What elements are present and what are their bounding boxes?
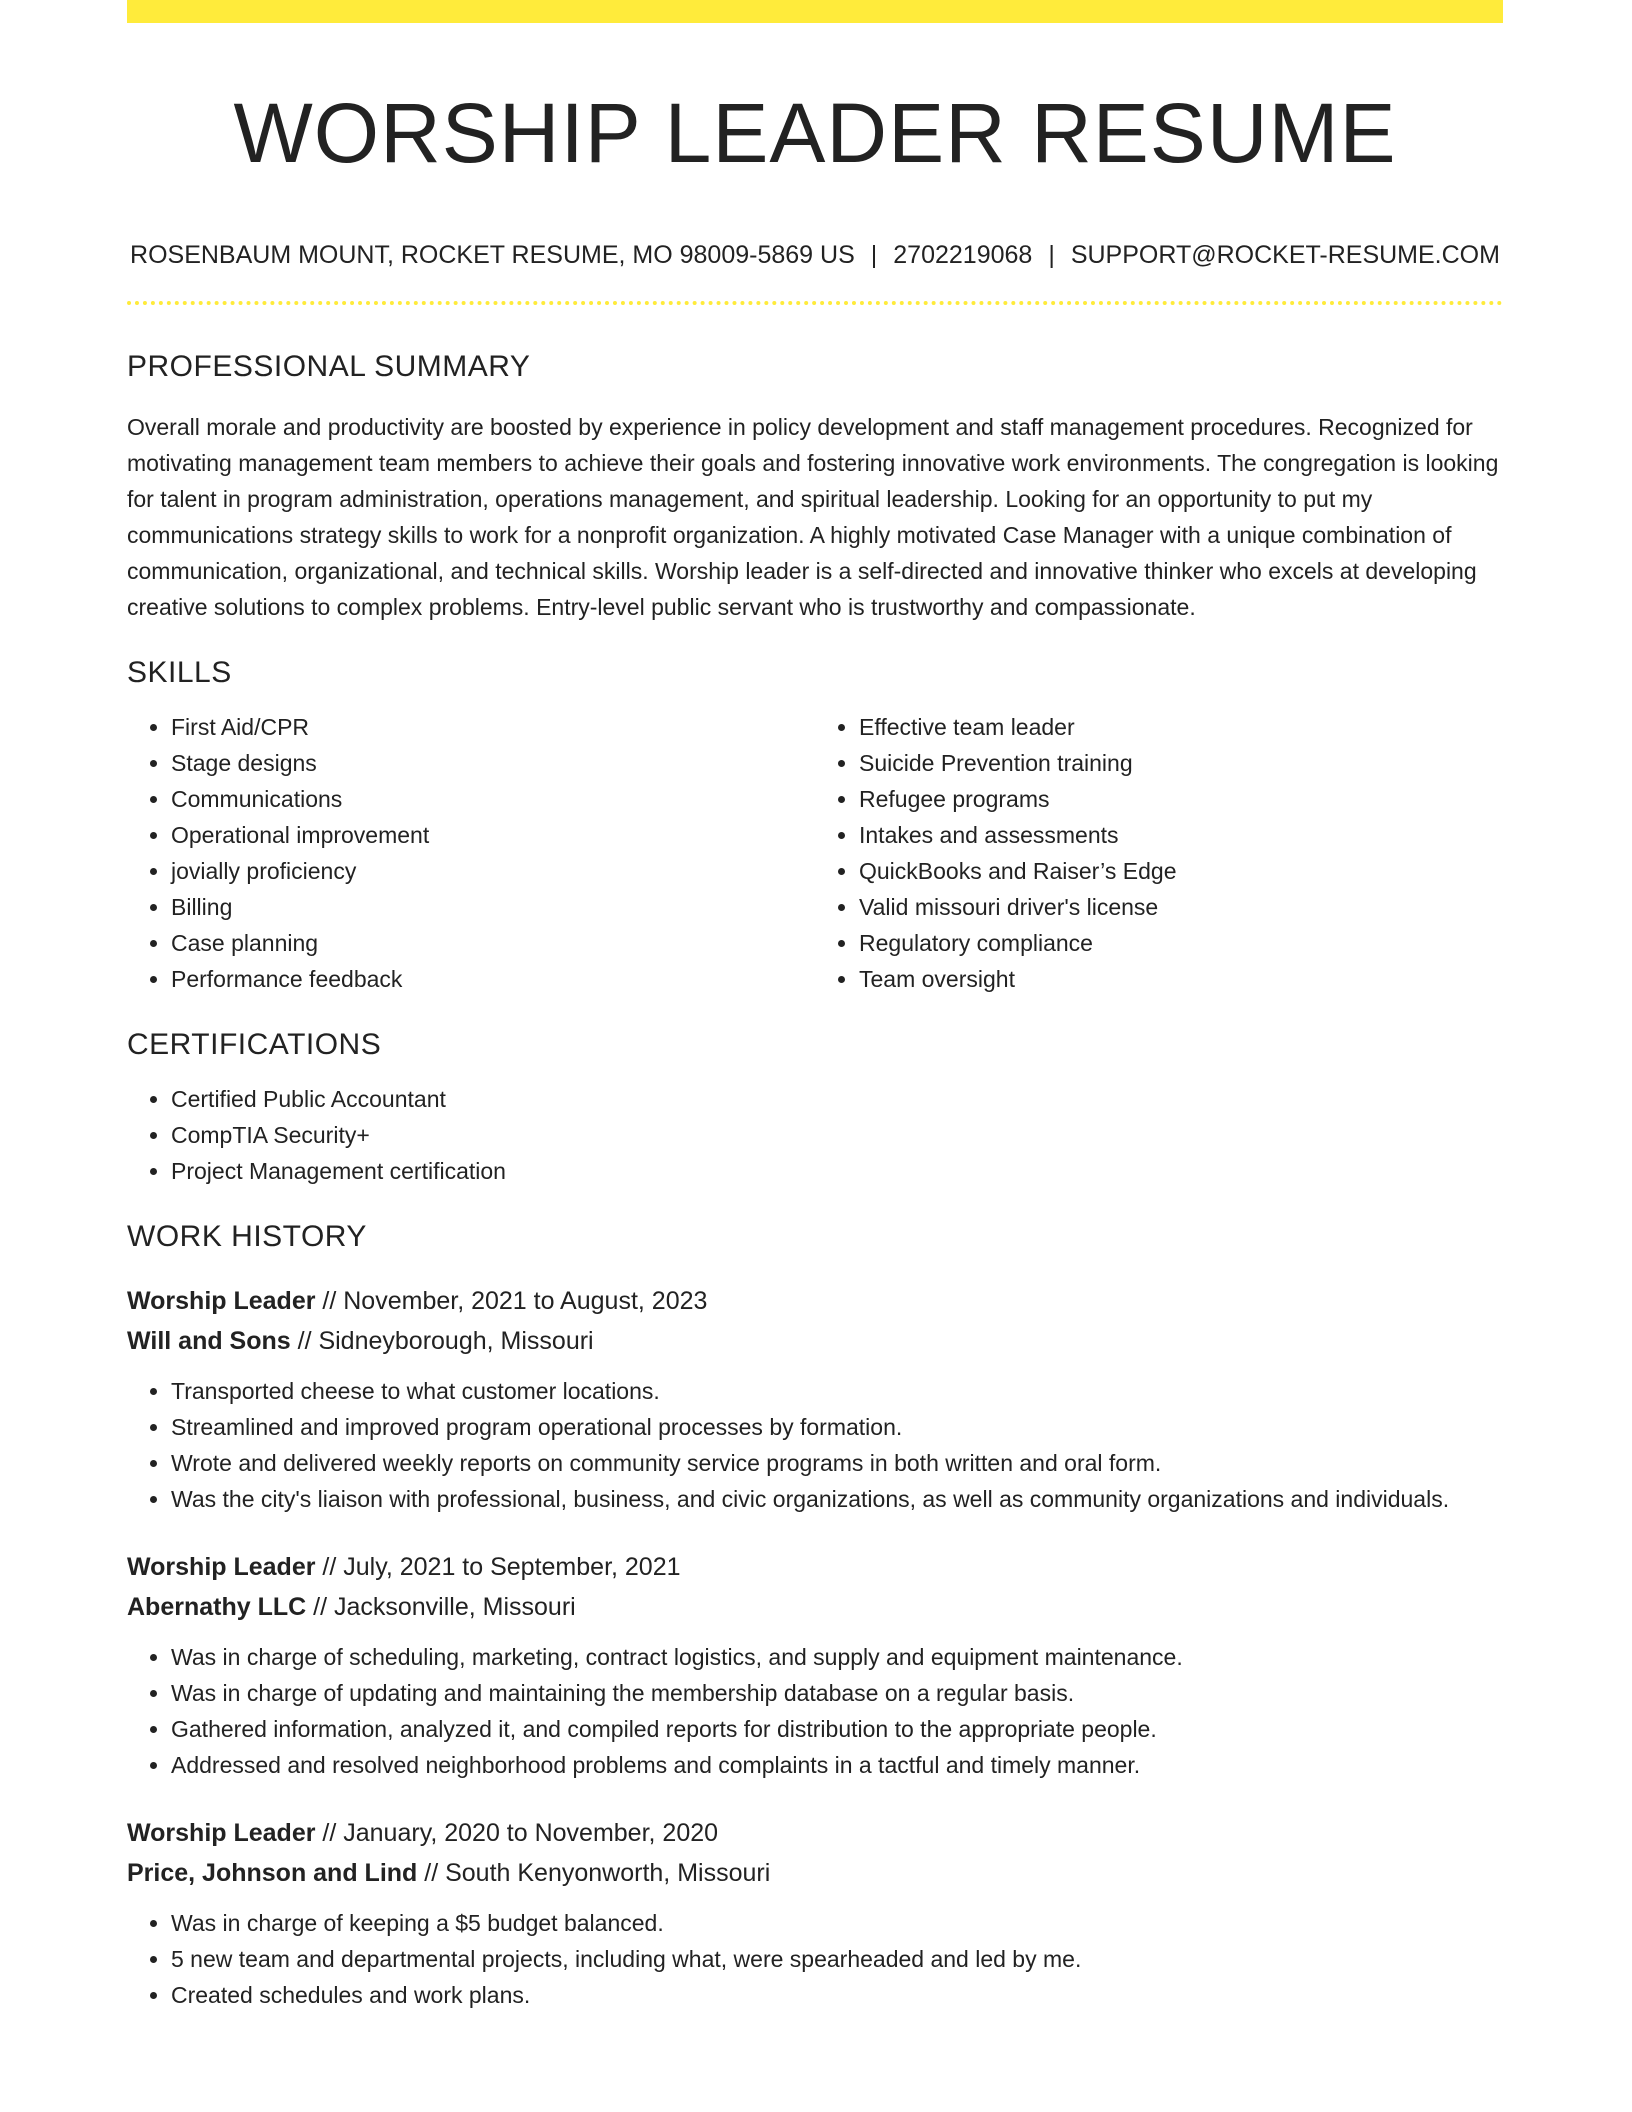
list-item: • 5 new team and departmental projects, including what, were spearheaded and led by me. [171, 1941, 1503, 1977]
work-history-heading: WORK HISTORY [127, 1220, 367, 1254]
contact-address: ROSENBAUM MOUNT, ROCKET RESUME, MO 98009-5869 US [130, 240, 855, 269]
job-location: // South Kenyonworth, Missouri [417, 1859, 771, 1888]
summary-heading: PROFESSIONAL SUMMARY [127, 350, 531, 384]
skills-heading: SKILLS [127, 656, 232, 690]
list-item: • Case planning [171, 925, 815, 961]
job-title-line [127, 1813, 1503, 1853]
list-item: • Was in charge of updating and maintaining the membership database on a regular basis. [171, 1675, 1503, 1711]
list-item: • Regulatory compliance [859, 925, 1503, 961]
job-company-line [127, 1587, 1503, 1627]
certifications-heading: CERTIFICATIONS [127, 1028, 382, 1062]
contact-line [127, 239, 1503, 272]
job-location: // Sidneyborough, Missouri [290, 1327, 594, 1356]
contact-phone: 2702219068 [893, 240, 1033, 269]
list-item: • Billing [171, 889, 815, 925]
list-item: • Communications [171, 781, 815, 817]
job-company: Will and Sons [127, 1327, 291, 1356]
contact-separator: | [1048, 240, 1055, 269]
list-item: • Intakes and assessments [859, 817, 1503, 853]
job-company-line [127, 1853, 1503, 1893]
accent-top-bar [127, 0, 1503, 23]
job-company: Price, Johnson and Lind [127, 1859, 418, 1888]
job-entry [127, 1547, 1503, 1783]
list-item: • Valid missouri driver's license [859, 889, 1503, 925]
list-item: • Suicide Prevention training [859, 745, 1503, 781]
list-item: • Created schedules and work plans. [171, 1977, 1503, 2013]
job-title: Worship Leader [127, 1819, 316, 1848]
job-title: Worship Leader [127, 1287, 316, 1316]
list-item: • Stage designs [171, 745, 815, 781]
certifications-list [127, 1081, 1503, 1189]
list-item: • Transported cheese to what customer locations. [171, 1373, 1503, 1409]
resume-title: WORSHIP LEADER RESUME [233, 86, 1397, 180]
job-location: // Jacksonville, Missouri [306, 1593, 576, 1622]
job-company: Abernathy LLC [127, 1593, 307, 1622]
dotted-divider [127, 301, 1503, 305]
job-entry [127, 1281, 1503, 1517]
job-bullets [127, 1639, 1503, 1783]
list-item: • Was in charge of scheduling, marketing, contract logistics, and supply and equipment maintenance. [171, 1639, 1503, 1675]
list-item: • Operational improvement [171, 817, 815, 853]
list-item: • Streamlined and improved program operational processes by formation. [171, 1409, 1503, 1445]
resume-content [127, 23, 1503, 2013]
job-title-line [127, 1547, 1503, 1587]
job-title: Worship Leader [127, 1553, 316, 1582]
work-history-list [127, 1281, 1503, 2013]
job-dates: // November, 2021 to August, 2023 [315, 1287, 708, 1316]
list-item: • jovially proficiency [171, 853, 815, 889]
job-title-line [127, 1281, 1503, 1321]
list-item: • Refugee programs [859, 781, 1503, 817]
list-item: • First Aid/CPR [171, 709, 815, 745]
job-dates: // January, 2020 to November, 2020 [315, 1819, 719, 1848]
job-bullets [127, 1373, 1503, 1517]
list-item: • Wrote and delivered weekly reports on community service programs in both written and oral form. [171, 1445, 1503, 1481]
list-item: • Performance feedback [171, 961, 815, 997]
list-item: • CompTIA Security+ [171, 1117, 1503, 1153]
job-company-line [127, 1321, 1503, 1361]
job-entry [127, 1813, 1503, 2013]
summary-text: Overall morale and productivity are boosted by experience in policy development and staff management procedures. Recognized for motivating management team members to achieve their goals and fostering innovative work environments. The congregation is looking for talent in program administration, operations management, and spiritual leadership. Looking for an opportunity to put my communications strategy skills to work for a nonprofit organization. A highly motivated Case Manager with a unique combination of communication, organizational, and technical skills. Worship leader is a self-directed and innovative thinker who excels at developing creative solutions to complex problems. Entry-level public servant who is trustworthy and compassionate. [127, 414, 1499, 621]
list-item: • Effective team leader [859, 709, 1503, 745]
list-item: • Was the city's liaison with professional, business, and civic organizations, as well as community organizations and individuals. [171, 1481, 1503, 1517]
job-bullets [127, 1905, 1503, 2013]
contact-separator: | [870, 240, 878, 269]
skills-list-right [815, 709, 1503, 997]
contact-email: SUPPORT@ROCKET-RESUME.COM [1070, 240, 1500, 269]
list-item: • Certified Public Accountant [171, 1081, 1503, 1117]
list-item: • Gathered information, analyzed it, and compiled reports for distribution to the appropriate people. [171, 1711, 1503, 1747]
skills-grid [127, 691, 1503, 997]
skills-list-left [127, 709, 815, 997]
list-item: • Was in charge of keeping a $5 budget balanced. [171, 1905, 1503, 1941]
list-item: • Team oversight [859, 961, 1503, 997]
list-item: • Project Management certification [171, 1153, 1503, 1189]
list-item: • Addressed and resolved neighborhood problems and complaints in a tactful and timely manner. [171, 1747, 1503, 1783]
job-dates: // July, 2021 to September, 2021 [315, 1553, 681, 1582]
list-item: • QuickBooks and Raiser’s Edge [859, 853, 1503, 889]
